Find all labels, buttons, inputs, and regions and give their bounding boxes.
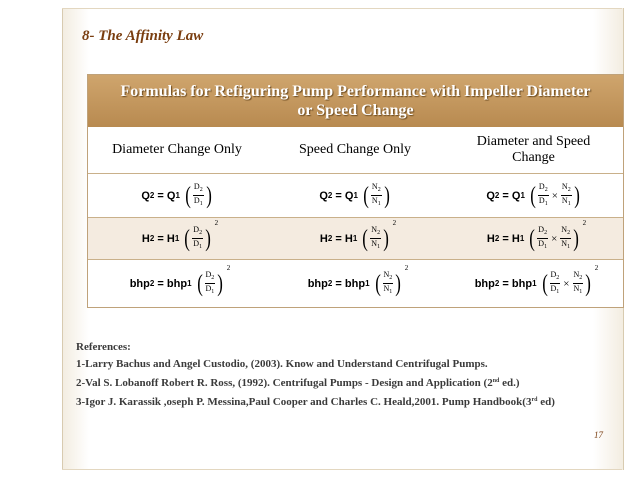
ratio-group: ( $\frac{N_2}{N_1}$ ) 2 (374, 264, 409, 297)
table-header-line-2: or Speed Change (297, 102, 414, 119)
speed-ratio: $\frac{N_2}{N_1}$ (371, 225, 381, 250)
column-header-speed (266, 127, 444, 173)
diameter-ratio: $\frac{D_2}{D_1}$ (193, 225, 203, 250)
formula-cell (266, 260, 444, 307)
exponent: 2 (404, 264, 409, 272)
ratio-group: ( $\frac{N_2}{N_1}$ ) 2 (362, 219, 397, 252)
frame-top-rule (62, 8, 622, 9)
speed-ratio: $\frac{N_2}{N_1}$ (561, 225, 571, 250)
references (76, 339, 636, 411)
column-header-diameter (88, 127, 266, 173)
ratio-group: ( $\frac{D_2}{D_1}$ ) (185, 182, 212, 209)
speed-ratio: $\frac{N_2}{N_1}$ (371, 182, 381, 207)
formula-head-both: H 2 = H 1 ( $\frac{D_2}{D_1}$ × $\frac{N_2}{N_1}$ ) 2 (486, 219, 587, 252)
formula-cell (88, 174, 266, 217)
frame-bottom-rule (62, 469, 622, 470)
reference-item: 2-Val S. Lobanoff Robert R. Ross, (1992). Centrifugal Pumps - Design and Application (2nd ed.) (76, 377, 520, 389)
formula-cell (88, 260, 266, 307)
ratio-group: ( $\frac{D_2}{D_1}$ ) 2 (196, 264, 231, 297)
speed-ratio: $\frac{N_2}{N_1}$ (383, 270, 393, 295)
diameter-ratio: $\frac{D_2}{D_1}$ (538, 225, 548, 250)
formula-cell (266, 218, 444, 259)
speed-ratio: $\frac{N_2}{N_1}$ (573, 270, 583, 295)
ratio-group: ( $\frac{D_2}{D_1}$ × $\frac{N_2}{N_1}$ ) (530, 182, 580, 209)
column-header-label: Diameter Change Only (112, 142, 242, 157)
table-row-flow (88, 174, 623, 218)
column-header-label: Diameter and Speed (476, 134, 591, 149)
column-headers (88, 127, 623, 174)
formula-cell (444, 218, 623, 259)
formula-cell (88, 218, 266, 259)
formula-cell (444, 174, 623, 217)
column-header-diameter-speed (444, 127, 623, 173)
formula-flow-both: Q 2 = Q 1 ( $\frac{D_2}{D_1}$ × $\frac{N_2}{N_1}$ ) (486, 182, 580, 209)
diameter-ratio: $\frac{D_2}{D_1}$ (550, 270, 560, 295)
formula-cell (444, 260, 623, 307)
ratio-group: ( $\frac{D_2}{D_1}$ ) 2 (184, 219, 219, 252)
formula-power-speed: bhp 2 = bhp 1 ( $\frac{N_2}{N_1}$ ) 2 (307, 264, 409, 297)
exponent: 2 (594, 264, 599, 272)
table-row-power (88, 260, 623, 307)
page-number: 17 (594, 430, 603, 440)
ratio-group: ( $\frac{N_2}{N_1}$ ) (363, 182, 390, 209)
slide-title: 8- The Affinity Law (82, 28, 204, 44)
diameter-ratio: $\frac{D_2}{D_1}$ (193, 182, 203, 207)
formula-cell (266, 174, 444, 217)
exponent: 2 (226, 264, 231, 272)
table-header (88, 75, 623, 128)
speed-ratio: $\frac{N_2}{N_1}$ (561, 182, 571, 207)
reference-item: 3-Igor J. Karassik ,oseph P. Messina,Paul Cooper and Charles C. Heald,2001. Pump Handbook(3rd ed) (76, 396, 555, 408)
formula-flow-diameter: Q 2 = Q 1 ( $\frac{D_2}{D_1}$ ) (141, 182, 212, 209)
references-heading: References: (76, 341, 131, 353)
ratio-group: ( $\frac{D_2}{D_1}$ × $\frac{N_2}{N_1}$ ) 2 (541, 264, 599, 297)
affinity-law-table (87, 74, 624, 308)
formula-flow-speed: Q 2 = Q 1 ( $\frac{N_2}{N_1}$ ) (319, 182, 390, 209)
column-header-label: Speed Change Only (299, 142, 411, 157)
ratio-group: ( $\frac{D_2}{D_1}$ × $\frac{N_2}{N_1}$ ) 2 (529, 219, 587, 252)
exponent: 2 (214, 219, 219, 227)
exponent: 2 (582, 219, 587, 227)
exponent: 2 (392, 219, 397, 227)
formula-head-diameter: H 2 = H 1 ( $\frac{D_2}{D_1}$ ) 2 (141, 219, 219, 252)
diameter-ratio: $\frac{D_2}{D_1}$ (205, 270, 215, 295)
formula-power-diameter: bhp 2 = bhp 1 ( $\frac{D_2}{D_1}$ ) 2 (129, 264, 231, 297)
formula-head-speed: H 2 = H 1 ( $\frac{N_2}{N_1}$ ) 2 (319, 219, 397, 252)
reference-item: 1-Larry Bachus and Angel Custodio, (2003). Know and Understand Centrifugal Pumps. (76, 358, 488, 370)
table-header-line-1: Formulas for Refiguring Pump Performance with Impeller Diameter (120, 83, 591, 100)
formula-power-both: bhp 2 = bhp 1 ( $\frac{D_2}{D_1}$ × $\frac{N_2}{N_1}$ ) 2 (474, 264, 599, 297)
table-row-head (88, 218, 623, 260)
diameter-ratio: $\frac{D_2}{D_1}$ (538, 182, 548, 207)
column-header-label-line-2: Change (512, 150, 555, 165)
